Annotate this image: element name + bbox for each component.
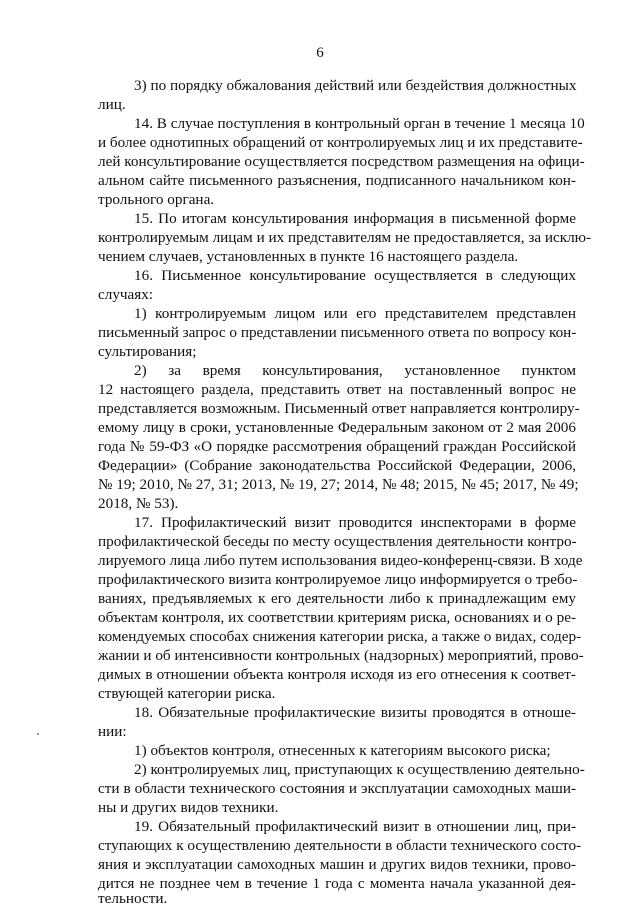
text-line: года № 59-ФЗ «О порядке рассмотрения обращений граждан Российской	[98, 438, 576, 455]
text-line: емому лицу в сроки, установленные Федеральным законом от 2 мая 2006	[98, 419, 576, 436]
scan-speck	[37, 733, 39, 735]
text-line: 2) за время консультирования, установленное пунктом	[134, 362, 576, 379]
text-line: 2) контролируемых лиц, приступающих к осуществлению деятельно-	[134, 761, 585, 778]
text-line: ны и других видов техники.	[98, 799, 279, 816]
text-line: ступающих к осуществлению деятельности в области технического состо-	[98, 837, 582, 854]
text-line: 19. Обязательный профилактический визит в отношении лиц, при-	[134, 818, 576, 835]
text-line: сти в области технического состояния и эксплуатации самоходных маши-	[98, 780, 576, 797]
text-line: № 19; 2010, № 27, 31; 2013, № 19, 27; 2014, № 48; 2015, № 45; 2017, № 49;	[98, 476, 579, 493]
text-line: профилактического визита контролируемое лицо информируется о требо-	[98, 571, 578, 588]
text-line: 14. В случае поступления в контрольный орган в течение 1 месяца 10	[134, 115, 585, 132]
text-line: нии:	[98, 723, 127, 740]
text-line: и более однотипных обращений от контролируемых лиц и их представите-	[98, 134, 583, 151]
text-line: 18. Обязательные профилактические визиты проводятся в отноше-	[134, 704, 576, 721]
text-line: жании и об интенсивности контрольных (надзорных) мероприятий, прово-	[98, 647, 584, 664]
text-line: лей консультирование осуществляется посредством размещения на офици-	[98, 153, 585, 170]
text-line: 17. Профилактический визит проводится инспекторами в форме	[134, 514, 576, 531]
text-line: Федерации» (Собрание законодательства Российской Федерации, 2006,	[98, 457, 576, 474]
text-line: альном сайте письменного разъяснения, подписанного начальником кон-	[98, 172, 576, 189]
text-line: 1) контролируемым лицом или его представителем представлен	[134, 305, 576, 322]
text-line: лиц.	[98, 96, 126, 113]
text-line: случаях:	[98, 286, 154, 303]
text-line: объектам контроля, их соответствии критериям риска, основаниях и о ре-	[98, 609, 576, 626]
page-number: 6	[316, 45, 324, 61]
text-line: димых в отношении объекта контроля исходя из его отнесения к соответ-	[98, 666, 576, 683]
text-line: 15. По итогам консультирования информация в письменной форме	[134, 210, 576, 227]
text-line: 3) по порядку обжалования действий или бездействия должностных	[134, 77, 577, 94]
text-line: 2018, № 53).	[98, 495, 179, 512]
text-line: 12 настоящего раздела, представить ответ на поставленный вопрос не	[98, 381, 576, 398]
text-line: дится не позднее чем в течение 1 года с момента начала указанной дея-	[98, 875, 576, 892]
text-line: тельности.	[98, 890, 168, 907]
text-line: 1) объектов контроля, отнесенных к категориям высокого риска;	[134, 742, 551, 759]
text-line: 16. Письменное консультирование осуществляется в следующих	[134, 267, 576, 284]
text-line: яния и эксплуатации самоходных машин и других видов техники, прово-	[98, 856, 576, 873]
text-line: комендуемых способах снижения категории риска, а также о видах, содер-	[98, 628, 582, 645]
text-line: ствующей категории риска.	[98, 685, 276, 702]
text-line: лируемого лица либо путем использования видео-конференц-связи. В ходе	[98, 552, 583, 569]
text-line: трольного органа.	[98, 191, 215, 208]
text-line: чением случаев, установленных в пункте 16 настоящего раздела.	[98, 248, 519, 265]
text-line: профилактической беседы по месту осуществления деятельности контро-	[98, 533, 577, 550]
text-line: представляется возможным. Письменный ответ направляется контролиру-	[98, 400, 580, 417]
text-line: ваниях, предъявляемых к его деятельности либо к принадлежащим ему	[98, 590, 576, 607]
text-line: письменный запрос о представлении письменного ответа по вопросу кон-	[98, 324, 577, 341]
text-line: сультирования;	[98, 343, 197, 360]
text-line: контролируемым лицам и их представителям не предоставляется, за исклю-	[98, 229, 592, 246]
